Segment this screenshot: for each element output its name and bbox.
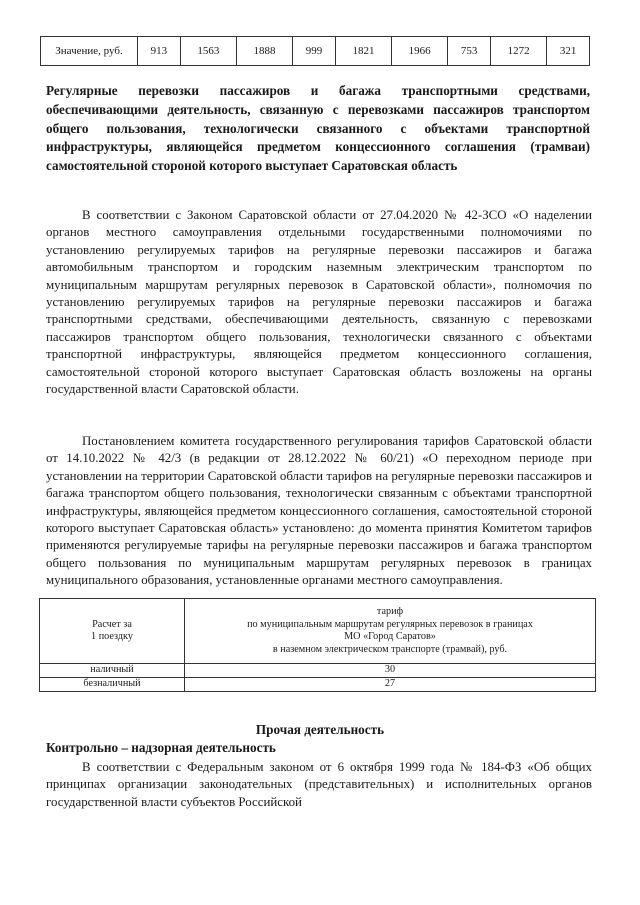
payment-type: наличный bbox=[40, 664, 185, 678]
values-label: Значение, руб. bbox=[41, 37, 138, 66]
payment-type: безналичный bbox=[40, 678, 185, 692]
value-cell: 1272 bbox=[491, 37, 547, 66]
tariff-value: 27 bbox=[185, 678, 596, 692]
header-right-line: МО «Город Саратов» bbox=[344, 631, 436, 642]
tariff-header-right bbox=[185, 599, 596, 664]
value-cell: 913 bbox=[138, 37, 181, 66]
table-row bbox=[40, 664, 596, 678]
tariff-value: 30 bbox=[185, 664, 596, 678]
value-cell: 1966 bbox=[392, 37, 448, 66]
values-row bbox=[41, 37, 590, 66]
section-heading: Регулярные перевозки пассажиров и багажа транспортными средствами, обеспечивающими деятельность, связанную с перевозками пассажиров транспортом общего пользования, технологически связанного с объектами транспортной инфраструктуры, являющейся предметом концессионного соглашения (трамваи) самостоятельной стороной которого выступает Саратовская область bbox=[46, 83, 590, 174]
paragraph-law: В соответствии с Законом Саратовской области от 27.04.2020 № 42-ЗСО «О наделении органов местного самоуправления отдельными государственными полномочиями по установлению регулируемых тарифов на регулярные перевозки пассажиров и багажа автомобильным транспортом и городским наземным электрическим транспортом по муниципальным маршрутам регулярных перевозок в Саратовской области», полномочия по установлению регулируемых тарифов на регулярные перевозки пассажиров и багажа транспортными средствами, обеспечивающими деятельность, связанную с перевозками пассажиров транспортом общего пользования, технологически связанного с объектами транспортной инфраструктуры, являющейся предметом концессионного соглашения, самостоятельной стороной которого выступает Саратовская область возложены на органы государственной власти Саратовской области. bbox=[46, 208, 592, 397]
header-right-line: тариф bbox=[376, 606, 404, 617]
subsection-title: Контрольно – надзорная деятельность bbox=[46, 740, 276, 755]
paragraph-resolution: Постановлением комитета государственного регулирования тарифов Саратовской области от 14.10.2022 № 42/3 (в редакции от 28.12.2022 № 60/21) «О переходном периоде при установлении на территории Саратовской области тарифов на регулярные перевозки пассажиров и багажа транспортом общего пользования, технологически связанным с объектами транспортной инфраструктуры, являющейся предметом концессионного соглашения, самостоятельной стороной которого выступает Саратовская область» установлено: до момента принятия Комитетом тарифов применяются регулируемые тарифы на регулярные перевозки пассажиров и багажа транспортом общего пользования по муниципальным маршрутам регулярных перевозок в границах муниципального образования, установленные органами местного самоуправления. bbox=[46, 434, 592, 588]
paragraph-federal-law: В соответствии с Федеральным законом от 6 октября 1999 года № 184-ФЗ «Об общих принципах организации законодательных (представительных) и исполнительных органов государственной власти субъектов Российской bbox=[46, 760, 592, 809]
header-right-line: по муниципальным маршрутам регулярных перевозок в границах bbox=[247, 618, 533, 630]
header-right-line: в наземном электрическом транспорте (трамвай), руб. bbox=[272, 643, 508, 655]
tariff-table bbox=[39, 598, 596, 692]
header-left-line: 1 поездку bbox=[91, 631, 133, 642]
tariff-header-row bbox=[40, 599, 596, 664]
header-left-line: Расчет за bbox=[92, 618, 132, 630]
value-cell: 1888 bbox=[236, 37, 292, 66]
value-cell: 753 bbox=[448, 37, 491, 66]
value-cell: 1821 bbox=[335, 37, 391, 66]
table-row bbox=[40, 678, 596, 692]
tariff-header-left bbox=[40, 599, 185, 664]
values-table bbox=[40, 36, 590, 66]
value-cell: 1563 bbox=[180, 37, 236, 66]
section-title: Прочая деятельность bbox=[255, 722, 385, 737]
value-cell: 321 bbox=[547, 37, 590, 66]
value-cell: 999 bbox=[293, 37, 336, 66]
